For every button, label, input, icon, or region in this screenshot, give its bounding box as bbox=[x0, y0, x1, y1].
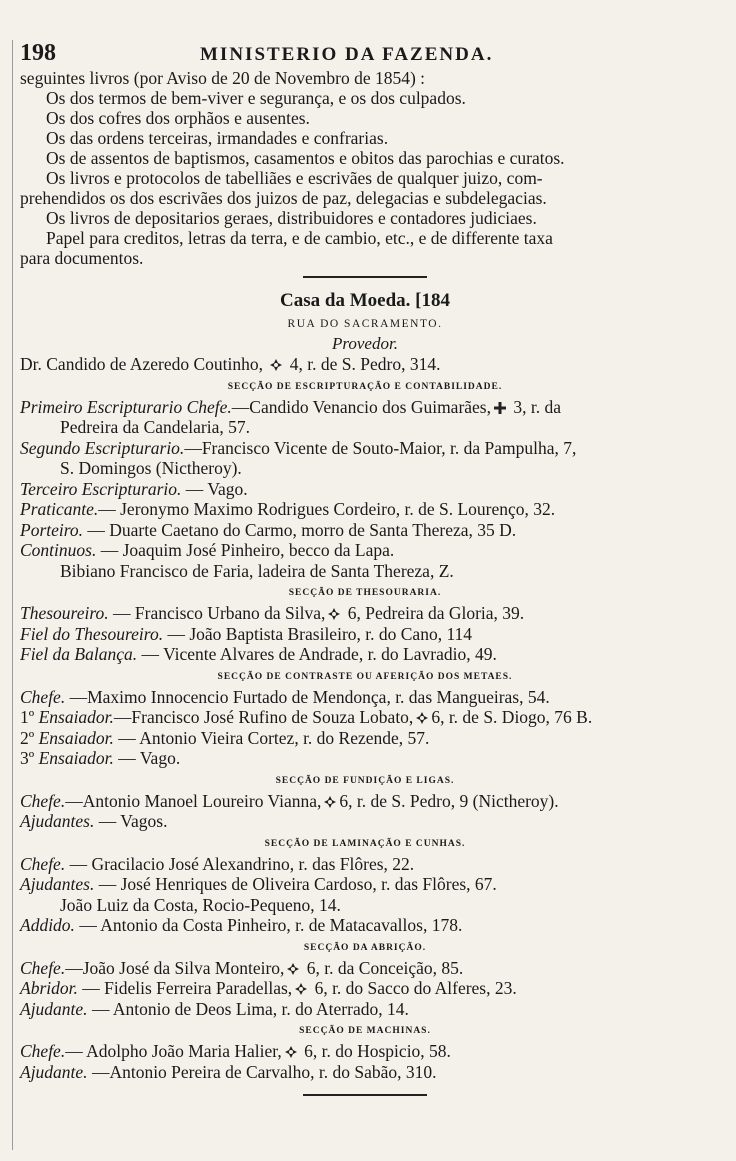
page-number: 198 bbox=[20, 40, 56, 66]
entry-role: Continuos. bbox=[20, 540, 97, 560]
entry-text: — Gracilacio José Alexandrino, r. das Flôres, 22. bbox=[65, 853, 415, 874]
entry-address: 6, r. da Conceição, 85. bbox=[302, 957, 464, 978]
section-title: SECÇÃO DE CONTRASTE OU AFERIÇÃO DOS METAES. bbox=[217, 671, 513, 682]
intro-line: prehendidos os dos escrivães dos juizos de paz, delegacias e subdelegacias. bbox=[20, 188, 547, 208]
order-insignia-icon bbox=[286, 962, 300, 976]
entry-text: — Vago. bbox=[113, 748, 181, 768]
entry-role: Chefe. bbox=[20, 1041, 66, 1061]
entry-role: Ajudante. bbox=[20, 1061, 88, 1082]
entry-role: Addido. bbox=[20, 915, 75, 935]
section-title: SECÇÃO DE THESOURARIA. bbox=[288, 588, 442, 598]
entry-role: Abridor. bbox=[20, 978, 78, 998]
intro-line: Os livros e protocolos de tabelliães e escrivães de qualquer juizo, com- bbox=[46, 168, 543, 188]
staff-entry bbox=[20, 520, 710, 541]
entry-role: Ensaiador. bbox=[38, 748, 114, 768]
staff-entry-continuation: Pedreira da Candelaria, 57. bbox=[60, 417, 250, 437]
staff-entry bbox=[20, 999, 710, 1020]
staff-entry bbox=[20, 1062, 710, 1083]
entry-role: Chefe. bbox=[20, 790, 66, 811]
order-insignia-icon bbox=[284, 1045, 298, 1059]
intro-line: Os de assentos de baptismos, casamentos e obitos das parochias e curatos. bbox=[46, 148, 565, 168]
provedor-name: Dr. Candido de Azeredo Coutinho, bbox=[20, 354, 264, 374]
entry-ordinal: 2º bbox=[20, 727, 39, 748]
intro-line: Os dos cofres dos orphãos e ausentes. bbox=[46, 108, 310, 128]
entry-ordinal: 1º bbox=[20, 707, 39, 727]
running-title: MINISTERIO DA FAZENDA. bbox=[200, 44, 494, 65]
staff-entry bbox=[20, 397, 710, 418]
entry-role: Thesoureiro. bbox=[20, 603, 109, 623]
entry-role: Chefe. bbox=[20, 686, 66, 707]
entry-address: 6, r. do Sacco do Alferes, 23. bbox=[310, 978, 517, 998]
staff-entry bbox=[20, 854, 710, 875]
entry-text: — Joaquim José Pinheiro, becco da Lapa. bbox=[96, 540, 395, 560]
entry-text: — Antonio da Costa Pinheiro, r. de Matacavallos, 178. bbox=[74, 915, 463, 935]
staff-entry bbox=[20, 540, 710, 561]
staff-entry bbox=[20, 707, 710, 728]
staff-entry bbox=[20, 687, 710, 708]
entry-text: — Adolpho João Maria Halier, bbox=[65, 1041, 282, 1061]
entry-role: Chefe. bbox=[20, 853, 66, 874]
entry-text: —Maximo Innocencio Furtado de Mendonça, r. das Mangueiras, 54. bbox=[65, 686, 550, 707]
section-title: SECÇÃO DA ABRIÇÃO. bbox=[303, 942, 427, 953]
entry-text: —Antonio Manoel Loureiro Vianna, bbox=[65, 790, 322, 811]
entry-role: Primeiro Escripturario Chefe. bbox=[20, 396, 232, 417]
entry-role: Ajudante. bbox=[20, 998, 88, 1019]
end-divider bbox=[303, 1094, 427, 1096]
section-title: SECÇÃO DE LAMINAÇÃO E CUNHAS. bbox=[264, 838, 466, 849]
entry-address: 6, Pedreira da Gloria, 39. bbox=[343, 603, 525, 623]
order-insignia-icon bbox=[294, 982, 308, 996]
sections-container bbox=[20, 378, 710, 1083]
entry-text: — João Baptista Brasileiro, r. do Cano, 114 bbox=[163, 623, 473, 644]
entry-text: — Francisco Urbano da Silva, bbox=[108, 603, 326, 623]
provedor-entry bbox=[20, 354, 710, 375]
staff-entry bbox=[20, 958, 710, 979]
entry-text: — Vicente Alvares de Andrade, r. do Lavradio, 49. bbox=[137, 644, 497, 664]
intro-line: para documentos. bbox=[20, 248, 144, 268]
entry-text: — Duarte Caetano do Carmo, morro de Santa Thereza, 35 D. bbox=[83, 519, 517, 540]
cross-insignia-icon bbox=[493, 401, 507, 415]
order-insignia-icon bbox=[269, 358, 283, 372]
casa-title: Casa da Moeda. [184 bbox=[280, 290, 450, 311]
section-title: SECÇÃO DE MACHINAS. bbox=[299, 1026, 431, 1036]
intro-line: Os livros de depositarios geraes, distribuidores e contadores judiciaes. bbox=[46, 208, 537, 228]
section-title: SECÇÃO DE FUNDIÇÃO E LIGAS. bbox=[275, 775, 455, 786]
entry-role: Ensaiador. bbox=[38, 707, 114, 727]
entry-text: —Francisco Vicente de Souto-Maior, r. da Pampulha, 7, bbox=[184, 437, 577, 458]
entry-text: — Jeronymo Maximo Rodrigues Cordeiro, r. de S. Lourenço, 32. bbox=[98, 499, 556, 519]
intro-line: Os dos termos de bem-viver e segurança, e os dos culpados. bbox=[46, 88, 466, 108]
staff-entry bbox=[20, 791, 710, 812]
page-header bbox=[20, 40, 710, 70]
entry-text: — Vagos. bbox=[94, 811, 168, 831]
order-insignia-icon bbox=[415, 711, 429, 725]
entry-role: Praticante. bbox=[20, 499, 99, 519]
entry-text: —Francisco José Rufino de Souza Lobato, bbox=[113, 707, 414, 727]
entry-text: — Antonio Vieira Cortez, r. do Rezende, 57. bbox=[113, 727, 430, 748]
entry-role: Terceiro Escripturario. bbox=[20, 478, 182, 499]
entry-address: 6, r. de S. Pedro, 9 (Nictheroy). bbox=[339, 790, 559, 811]
entry-text: — Fidelis Ferreira Paradellas, bbox=[77, 978, 293, 998]
entry-role: Ajudantes. bbox=[20, 811, 95, 831]
staff-entry bbox=[20, 438, 710, 459]
page-margin-line bbox=[12, 40, 13, 1150]
staff-entry bbox=[20, 874, 710, 895]
staff-entry bbox=[20, 624, 710, 645]
entry-text: — José Henriques de Oliveira Cardoso, r. das Flôres, 67. bbox=[94, 874, 497, 894]
staff-entry bbox=[20, 748, 710, 769]
staff-entry bbox=[20, 1041, 710, 1062]
entry-text: —Candido Venancio dos Guimarães, bbox=[231, 396, 491, 417]
entry-text: —Antonio Pereira de Carvalho, r. do Sabão, 310. bbox=[87, 1061, 437, 1082]
entry-address: 6, r. de S. Diogo, 76 B. bbox=[431, 707, 593, 727]
staff-entry bbox=[20, 479, 710, 500]
page-content bbox=[20, 68, 710, 1096]
staff-entry bbox=[20, 728, 710, 749]
entry-ordinal: 3º bbox=[20, 748, 39, 768]
staff-entry-continuation: S. Domingos (Nictheroy). bbox=[60, 458, 242, 478]
provedor-label: Provedor. bbox=[332, 334, 398, 353]
staff-entry bbox=[20, 895, 710, 916]
entry-role: Chefe. bbox=[20, 957, 66, 978]
entry-address: 6, r. do Hospicio, 58. bbox=[299, 1041, 451, 1061]
section-title: SECÇÃO DE ESCRIPTURAÇÃO E CONTABILIDADE. bbox=[227, 381, 503, 392]
entry-text: — Vago. bbox=[181, 478, 248, 499]
intro-list bbox=[20, 68, 710, 268]
order-insignia-icon bbox=[323, 795, 337, 809]
entry-text: João Luiz da Costa, Rocio-Pequeno, 14. bbox=[60, 894, 341, 915]
entry-role: Segundo Escripturario. bbox=[20, 437, 185, 458]
entry-address: 3, r. da bbox=[509, 396, 562, 417]
entry-role: Ajudantes. bbox=[20, 874, 95, 894]
casa-street: RUA DO SACRAMENTO. bbox=[287, 318, 443, 330]
staff-entry bbox=[20, 499, 710, 520]
intro-line: Papel para creditos, letras da terra, e de cambio, etc., e de differente taxa bbox=[46, 228, 553, 248]
staff-entry bbox=[20, 644, 710, 665]
entry-role: Fiel da Balança. bbox=[20, 644, 138, 664]
entry-role: Ensaiador. bbox=[38, 727, 114, 748]
staff-entry bbox=[20, 915, 710, 936]
intro-line: seguintes livros (por Aviso de 20 de Novembro de 1854) : bbox=[20, 68, 426, 88]
entry-text: Bibiano Francisco de Faria, ladeira de Santa Thereza, Z. bbox=[60, 560, 454, 581]
order-insignia-icon bbox=[327, 607, 341, 621]
entry-role: Fiel do Thesoureiro. bbox=[20, 623, 164, 644]
section-divider bbox=[303, 276, 427, 278]
staff-entry bbox=[20, 978, 710, 999]
staff-entry bbox=[20, 561, 710, 582]
staff-entry bbox=[20, 603, 710, 624]
entry-role: Porteiro. bbox=[20, 519, 84, 540]
provedor-address: 4, r. de S. Pedro, 314. bbox=[289, 354, 441, 374]
entry-text: — Antonio de Deos Lima, r. do Aterrado, 14. bbox=[87, 998, 409, 1019]
intro-line: Os das ordens terceiras, irmandades e confrarias. bbox=[46, 128, 389, 148]
staff-entry bbox=[20, 811, 710, 832]
entry-text: —João José da Silva Monteiro, bbox=[65, 957, 285, 978]
